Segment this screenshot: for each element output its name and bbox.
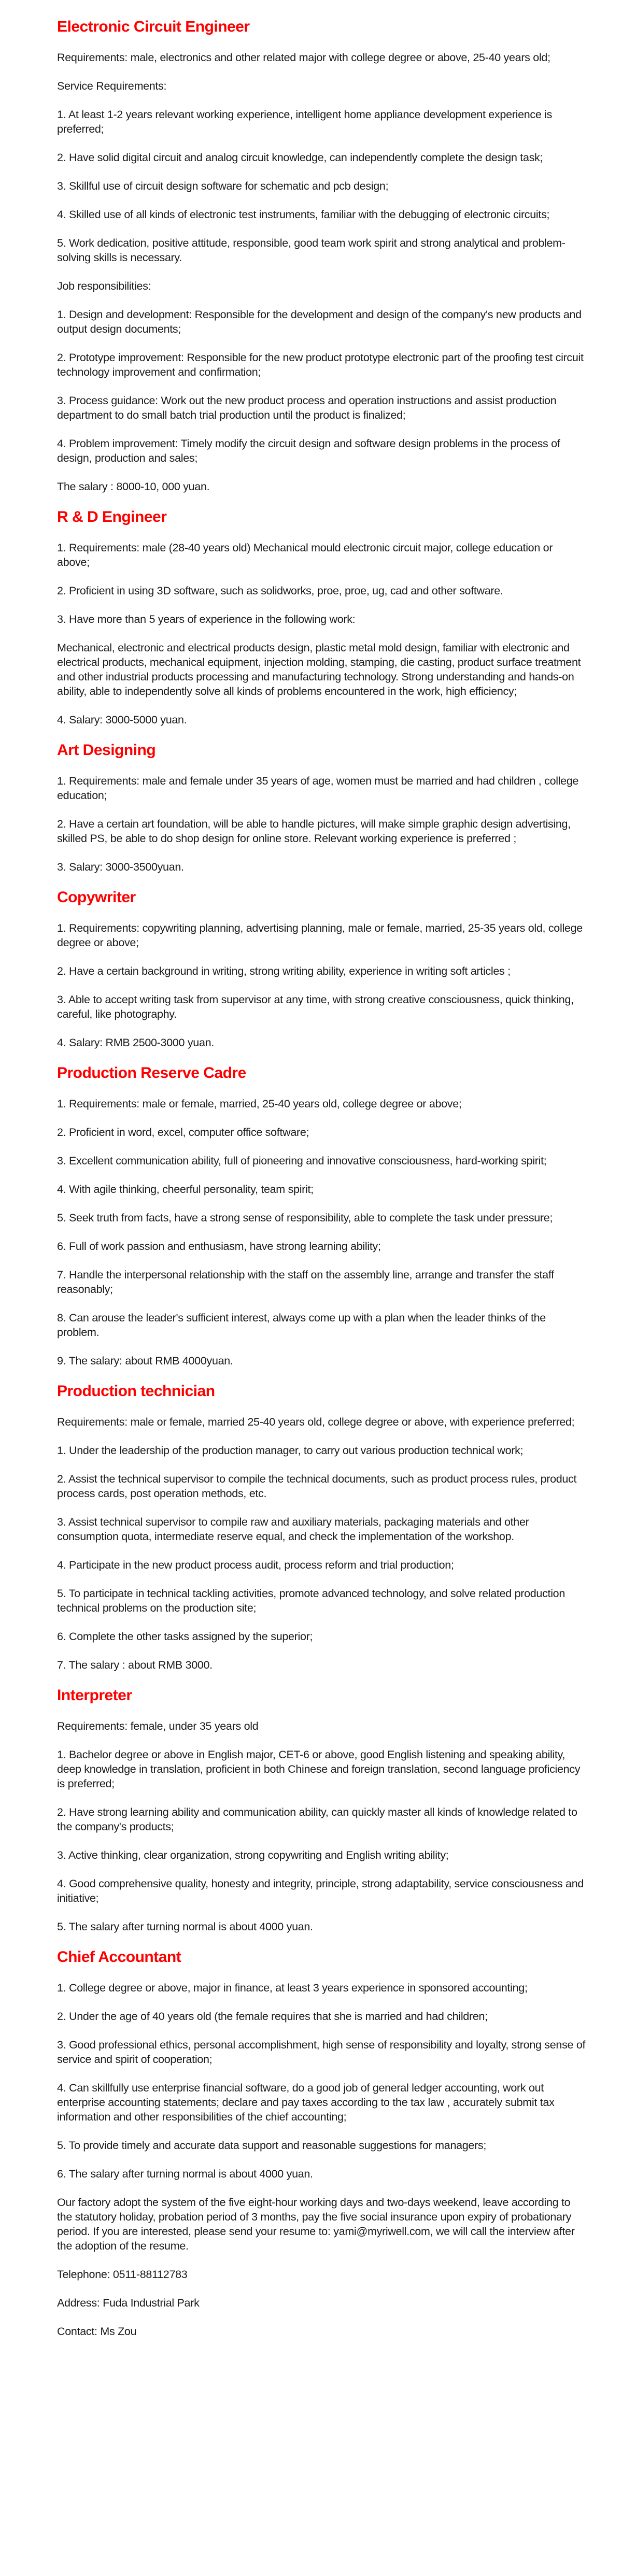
paragraph: 3. Excellent communication ability, full of pioneering and innovative consciousness, hard-working spirit; (57, 1155, 547, 1167)
paragraph: The salary : 8000-10, 000 yuan. (57, 480, 210, 493)
paragraph: 2. Have a certain background in writing, strong writing ability, experience in writing soft articles ; (57, 965, 511, 977)
job-sections (57, 18, 587, 2253)
section-heading: Production technician (57, 1383, 215, 1400)
paragraph: 4. With agile thinking, cheerful personality, team spirit; (57, 1183, 314, 1196)
paragraph: 6. Complete the other tasks assigned by the superior; (57, 1630, 313, 1643)
paragraph: 1. Design and development: Responsible for the development and design of the company's new products and output design documents; (57, 308, 582, 335)
paragraph: 5. To provide timely and accurate data support and reasonable suggestions for managers; (57, 2139, 487, 2152)
paragraph: 6. Full of work passion and enthusiasm, have strong learning ability; (57, 1240, 381, 1253)
paragraph: Requirements: female, under 35 years old (57, 1720, 259, 1732)
section-heading: Electronic Circuit Engineer (57, 18, 250, 35)
section-heading: Chief Accountant (57, 1948, 181, 1966)
paragraph: 2. Have a certain art foundation, will be able to handle pictures, will make simple graphic design advertising, skilled PS, be able to do shop design for online store. Relevant working experience is preferred ; (57, 818, 571, 845)
paragraph: 4. Can skillfully use enterprise financial software, do a good job of general ledger accounting, work out enterprise accounting statements; declare and pay taxes according to the tax law , accurately submit tax information and other responsibilities of the chief accounting; (57, 2082, 555, 2123)
paragraph: 4. Salary: RMB 2500-3000 yuan. (57, 1036, 214, 1049)
section-heading: R & D Engineer (57, 508, 167, 525)
paragraph: 1. Under the leadership of the production manager, to carry out various production technical work; (57, 1444, 524, 1457)
paragraph: 7. Handle the interpersonal relationship with the staff on the assembly line, arrange and transfer the staff reasonably; (57, 1269, 554, 1296)
paragraph: 1. Requirements: male and female under 35 years of age, women must be married and had children , college education; (57, 775, 579, 802)
paragraph: 2. Under the age of 40 years old (the female requires that she is married and had children; (57, 2010, 488, 2023)
paragraph: 4. Skilled use of all kinds of electronic test instruments, familiar with the debugging of electronic circuits; (57, 208, 550, 221)
paragraph: 2. Have solid digital circuit and analog circuit knowledge, can independently complete the design task; (57, 151, 543, 164)
paragraph: 2. Assist the technical supervisor to compile the technical documents, such as product process rules, product process cards, post operation methods, etc. (57, 1473, 577, 1500)
contact-block (57, 2267, 587, 2339)
paragraph: 7. The salary : about RMB 3000. (57, 1659, 213, 1671)
paragraph: 9. The salary: about RMB 4000yuan. (57, 1355, 233, 1367)
paragraph: 2. Proficient in using 3D software, such as solidworks, proe, proe, ug, cad and other software. (57, 585, 503, 597)
paragraph: Mechanical, electronic and electrical products design, plastic metal mold design, familiar with electronic and electrical products, mechanical equipment, injection molding, stamping, die casting, product surface treatment and other industrial products processing and manufacturing technology. Strong understanding and hands-on ability, able to independently solve all kinds of problems encountered in the work, high efficiency; (57, 642, 581, 698)
contact-person: Contact: Ms Zou (57, 2325, 137, 2338)
paragraph: Our factory adopt the system of the five eight-hour working days and two-days weekend, leave according to the statutory holiday, probation period of 3 months, pay the five social insurance upon expiry of probationary period. If you are interested, please send your resume to: yami@myriwell.com, we will call the interview after the adoption of the resume. (57, 2196, 575, 2252)
paragraph: 3. Skillful use of circuit design software for schematic and pcb design; (57, 180, 389, 192)
paragraph: 2. Proficient in word, excel, computer office software; (57, 1126, 309, 1138)
paragraph: 2. Prototype improvement: Responsible for the new product prototype electronic part of the proofing test circuit technology improvement and confirmation; (57, 351, 584, 378)
paragraph: Requirements: male or female, married 25-40 years old, college degree or above, with experience preferred; (57, 1416, 575, 1428)
paragraph: 8. Can arouse the leader's sufficient interest, always come up with a plan when the leader thinks of the problem. (57, 1312, 546, 1339)
paragraph: 6. The salary after turning normal is about 4000 yuan. (57, 2168, 313, 2180)
paragraph: 3. Salary: 3000-3500yuan. (57, 861, 184, 873)
paragraph: Requirements: male, electronics and other related major with college degree or above, 25-40 years old; (57, 51, 550, 64)
paragraph: 3. Assist technical supervisor to compile raw and auxiliary materials, packaging materials and other consumption quota, intermediate reserve equal, and check the implementation of the workshop. (57, 1516, 529, 1543)
paragraph: 1. Requirements: copywriting planning, advertising planning, male or female, married, 25-35 years old, college degree or above; (57, 922, 583, 949)
paragraph: 1. At least 1-2 years relevant working experience, intelligent home appliance development experience is preferred; (57, 108, 553, 135)
contact-address: Address: Fuda Industrial Park (57, 2297, 200, 2309)
paragraph: 5. To participate in technical tackling activities, promote advanced technology, and solve related production technical problems on the production site; (57, 1587, 565, 1614)
paragraph: 1. Requirements: male or female, married, 25-40 years old, college degree or above; (57, 1098, 462, 1110)
paragraph: Service Requirements: (57, 80, 167, 92)
paragraph: 5. Work dedication, positive attitude, responsible, good team work spirit and strong analytical and problem-solving skills is necessary. (57, 237, 566, 264)
contact-telephone: Telephone: 0511-88112783 (57, 2268, 188, 2281)
paragraph: 5. The salary after turning normal is about 4000 yuan. (57, 1920, 313, 1933)
paragraph: 3. Have more than 5 years of experience in the following work: (57, 613, 356, 625)
paragraph: 4. Participate in the new product process audit, process reform and trial production; (57, 1559, 454, 1571)
paragraph: Job responsibilities: (57, 280, 151, 292)
paragraph: 4. Good comprehensive quality, honesty and integrity, principle, strong adaptability, service consciousness and initiative; (57, 1877, 584, 1904)
paragraph: 1. College degree or above, major in finance, at least 3 years experience in sponsored accounting; (57, 1982, 528, 1994)
paragraph: 4. Salary: 3000-5000 yuan. (57, 714, 187, 726)
paragraph: 4. Problem improvement: Timely modify the circuit design and software design problems in the process of design, production and sales; (57, 437, 560, 464)
section-heading: Copywriter (57, 889, 136, 906)
paragraph: 3. Process guidance: Work out the new product process and operation instructions and assist production department to do small batch trial production until the product is finalized; (57, 394, 557, 421)
paragraph: 3. Able to accept writing task from supervisor at any time, with strong creative consciousness, quick thinking, careful, like photography. (57, 993, 574, 1020)
section-heading: Production Reserve Cadre (57, 1064, 246, 1081)
paragraph: 2. Have strong learning ability and communication ability, can quickly master all kinds of knowledge related to the company's products; (57, 1806, 577, 1833)
paragraph: 3. Good professional ethics, personal accomplishment, high sense of responsibility and loyalty, strong sense of service and spirit of cooperation; (57, 2039, 586, 2066)
paragraph: 1. Bachelor degree or above in English major, CET-6 or above, good English listening and speaking ability, deep knowledge in translation, proficient in both Chinese and foreign translation, second language proficiency is preferred; (57, 1748, 581, 1790)
paragraph: 3. Active thinking, clear organization, strong copywriting and English writing ability; (57, 1849, 449, 1861)
paragraph: 1. Requirements: male (28-40 years old) Mechanical mould electronic circuit major, college education or above; (57, 542, 553, 568)
section-heading: Art Designing (57, 742, 156, 759)
paragraph: 5. Seek truth from facts, have a strong sense of responsibility, able to complete the task under pressure; (57, 1212, 553, 1224)
section-heading: Interpreter (57, 1687, 132, 1704)
